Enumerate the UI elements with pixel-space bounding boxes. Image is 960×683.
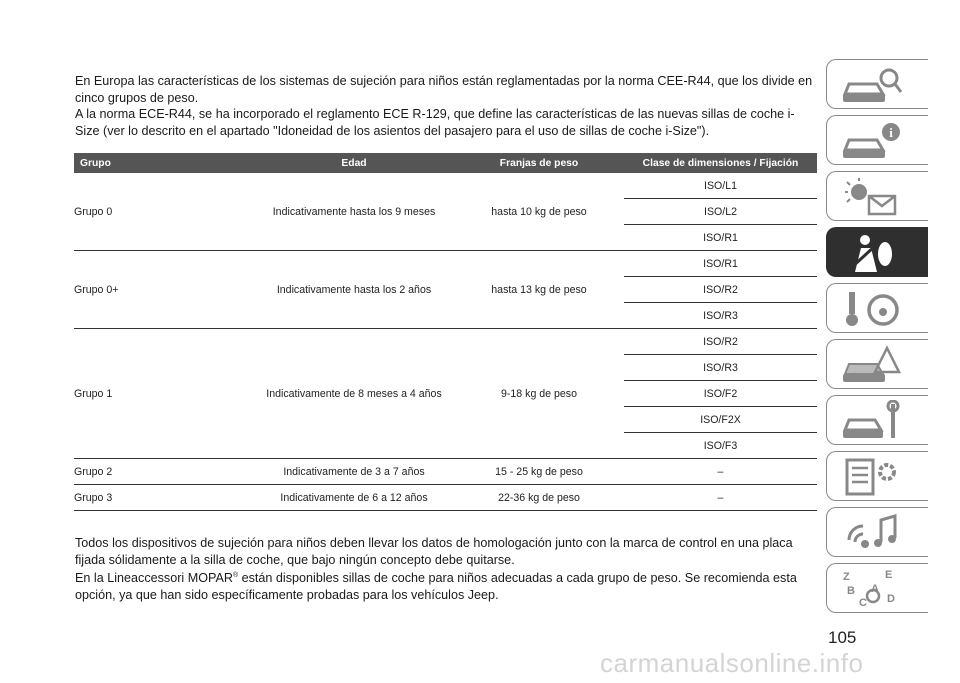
outro-paragraph-2 [75,568,815,603]
group-cell: Grupo 1 [74,329,254,459]
page-number: 105 [828,628,857,647]
tab-car-info[interactable] [826,115,928,165]
seatbelt-airbag-icon [841,232,903,274]
class-cell: ISO/F2 [624,381,817,407]
table-row [74,459,817,485]
class-cell: ISO/F3 [624,433,817,459]
outro-text-before: En la Lineaccessori MOPAR [75,571,233,586]
weight-cell: 9-18 kg de peso [454,329,624,459]
class-cell: ISO/R1 [624,251,817,277]
class-cell: – [624,485,817,511]
car-info-icon [841,120,903,162]
child-seat-groups-table [74,153,817,511]
intro-paragraph-2: A la norma ECE-R44, se ha incorporado el reglamento ECE R-129, que define las características de las nuevas sillas de coche i-Size (ver lo descrito en el apartado "Idoneidad de los asientos del pasajero para el uso de sillas de coche i-Size"). [75,107,795,138]
svg-text:B: B [847,585,855,597]
car-wrench-icon [841,400,903,442]
header-class: Clase de dimensiones / Fijación [624,153,817,173]
tab-technical-data[interactable] [826,451,928,501]
specs-gear-icon [841,456,903,498]
class-cell: – [624,459,817,485]
outro-paragraph-1: Todos los dispositivos de sujeción para niños deben llevar los datos de homologación junto con la marca de control en una placa fijada sólidamente a la silla de coche, que bajo ningún concepto debe quitarse. [75,536,793,567]
registered-mark: ® [232,572,239,579]
table-row [74,329,817,355]
svg-text:E: E [885,569,893,581]
car-search-icon [841,64,903,106]
class-cell: ISO/L2 [624,199,817,225]
svg-text:A: A [871,583,879,595]
header-age: Edad [254,153,454,173]
tab-safety[interactable] [826,227,928,277]
age-cell: Indicativamente de 3 a 7 años [254,459,454,485]
class-cell: ISO/R3 [624,303,817,329]
class-cell: ISO/R1 [624,225,817,251]
class-cell: ISO/F2X [624,407,817,433]
table-header-row [74,153,817,173]
weight-cell: hasta 13 kg de peso [454,251,624,329]
weight-cell: 22-36 kg de peso [454,485,624,511]
table-row [74,485,817,511]
tab-starting-driving[interactable] [826,283,928,333]
tab-multimedia[interactable] [826,507,928,557]
age-cell: Indicativamente de 6 a 12 años [254,485,454,511]
svg-text:i: i [889,125,893,140]
svg-text:C: C [859,597,867,609]
weight-cell: 15 - 25 kg de peso [454,459,624,485]
tab-car-search[interactable] [826,59,928,109]
class-cell: ISO/L1 [624,173,817,199]
tab-index[interactable] [826,563,928,613]
age-cell: Indicativamente hasta los 9 meses [254,173,454,251]
intro-paragraph-1: En Europa las características de los sistemas de sujeción para niños están reglamentadas por la norma CEE-R44, que los divide en cinco grupos de peso. [75,74,813,105]
group-cell: Grupo 0+ [74,251,254,329]
age-cell: Indicativamente hasta los 2 años [254,251,454,329]
watermark: carmanualsonline.info [600,648,864,678]
table-row [74,251,817,277]
age-cell: Indicativamente de 8 meses a 4 años [254,329,454,459]
car-warning-icon [841,344,903,386]
group-cell: Grupo 0 [74,173,254,251]
svg-text:Z: Z [843,571,850,583]
outro-text [75,535,815,603]
tab-warning-lights[interactable] [826,171,928,221]
group-cell: Grupo 2 [74,459,254,485]
key-steering-wheel-icon [841,288,903,330]
table-row [74,173,817,199]
tab-maintenance[interactable] [826,395,928,445]
group-cell: Grupo 3 [74,485,254,511]
warning-light-message-icon [841,176,903,218]
index-search-icon [841,568,903,610]
class-cell: ISO/R3 [624,355,817,381]
weight-cell: hasta 10 kg de peso [454,173,624,251]
class-cell: ISO/R2 [624,277,817,303]
header-group: Grupo [74,153,254,173]
header-weight: Franjas de peso [454,153,624,173]
outro-text-after: están disponibles sillas de coche para niños adecuadas a cada grupo de peso. Se recomienda esta opción, ya que han sido específicamente probadas para los vehículos Jeep. [75,571,797,602]
class-cell: ISO/R2 [624,329,817,355]
tab-emergency[interactable] [826,339,928,389]
intro-text [75,73,815,139]
svg-text:D: D [887,593,895,605]
multimedia-icon [841,512,903,554]
